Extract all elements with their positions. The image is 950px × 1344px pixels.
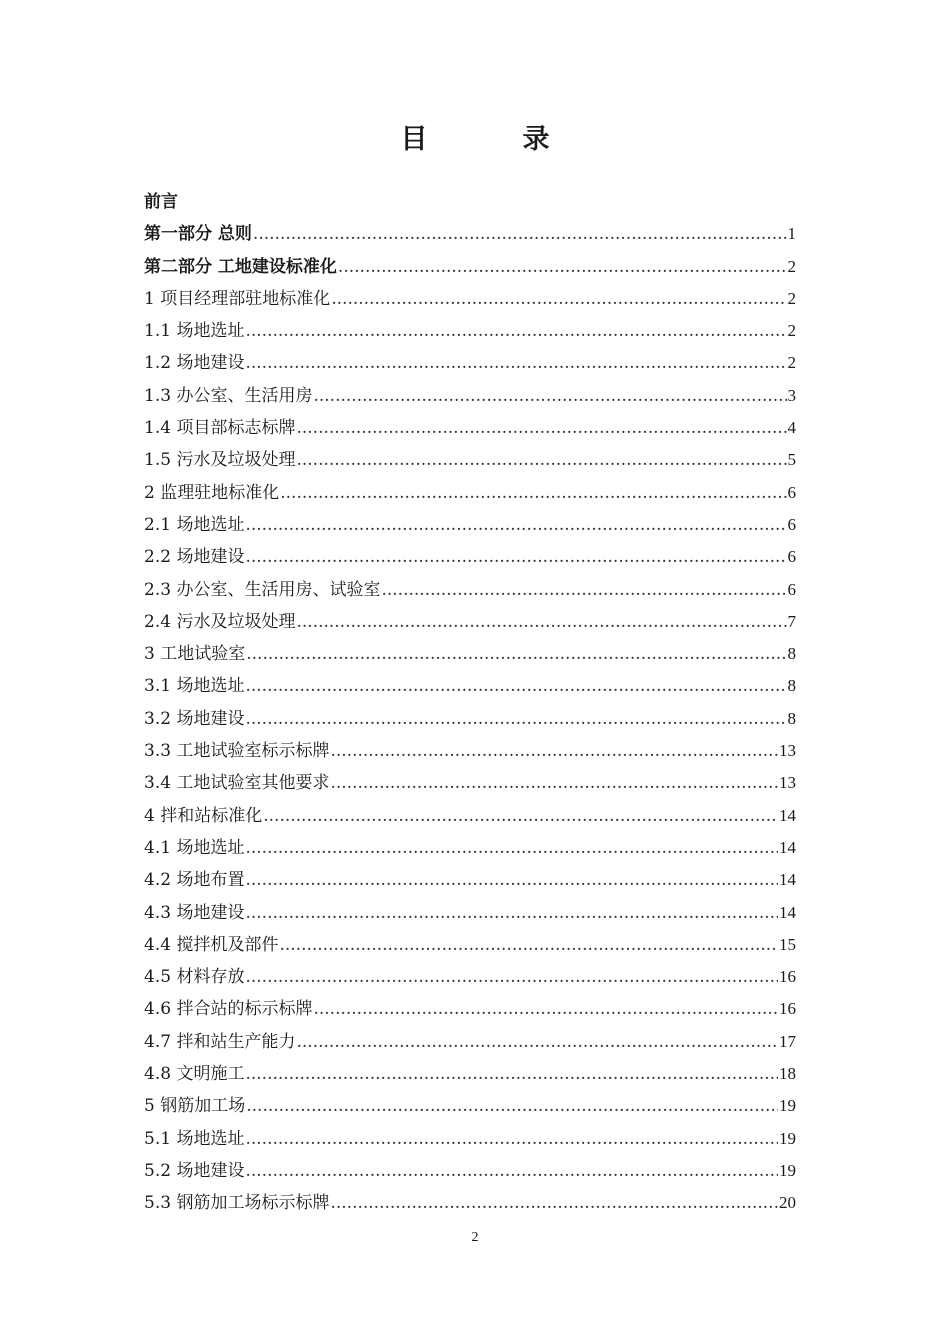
toc-entry-page: 14 (779, 837, 796, 857)
toc-entry-label: 2.1 场地选址 (144, 514, 245, 535)
toc-entry-label: 3.3 工地试验室标示标牌 (144, 741, 330, 762)
toc-entry-label: 5 钢筋加工场 (144, 1096, 246, 1117)
toc-entry (144, 1058, 796, 1090)
toc-dot-leader (296, 606, 786, 638)
toc-entry-page: 6 (787, 547, 796, 567)
toc-entry-label: 第一部分 总则 (144, 224, 252, 245)
toc-entry (144, 1155, 796, 1187)
toc-entry (144, 1090, 796, 1122)
toc-dot-leader (245, 509, 786, 541)
toc-entry (144, 574, 796, 606)
toc-entry (144, 444, 796, 476)
toc-entry (144, 606, 796, 638)
toc-entry (144, 541, 796, 573)
toc-entry-page: 19 (779, 1096, 796, 1116)
toc-entry (144, 283, 796, 315)
toc-entry (144, 412, 796, 444)
toc-dot-leader (245, 541, 786, 573)
toc-entry-label: 4.4 搅拌机及部件 (144, 934, 279, 955)
toc-dot-leader (296, 1026, 778, 1058)
table-of-contents (144, 186, 796, 1220)
toc-entry-label: 2.4 污水及垃圾处理 (144, 611, 296, 632)
toc-entry-label: 2.3 办公室、生活用房、试验室 (144, 579, 381, 600)
toc-entry-page: 2 (787, 256, 796, 276)
toc-entry-page: 13 (779, 773, 796, 793)
toc-entry (144, 670, 796, 702)
toc-dot-leader (245, 864, 778, 896)
toc-entry (144, 218, 796, 250)
toc-entry-page: 7 (787, 611, 796, 631)
toc-entry (144, 186, 796, 218)
toc-dot-leader (245, 832, 778, 864)
toc-entry (144, 800, 796, 832)
toc-dot-leader (245, 347, 786, 379)
toc-entry-label: 4.7 拌和站生产能力 (144, 1031, 296, 1052)
toc-entry-label: 4.8 文明施工 (144, 1064, 245, 1085)
toc-dot-leader (245, 961, 778, 993)
toc-entry-page: 2 (787, 288, 796, 308)
toc-entry (144, 251, 796, 283)
page-title: 目 录 (400, 124, 584, 155)
toc-entry-page: 20 (779, 1193, 796, 1213)
toc-entry-page: 4 (787, 418, 796, 438)
toc-entry-label: 前言 (144, 192, 178, 212)
toc-entry-label: 2.2 场地建设 (144, 547, 245, 568)
toc-dot-leader (331, 283, 786, 315)
toc-entry-label: 3 工地试验室 (144, 644, 246, 665)
toc-entry-page: 14 (779, 805, 796, 825)
toc-entry-page: 14 (779, 902, 796, 922)
toc-entry (144, 832, 796, 864)
toc-entry (144, 993, 796, 1025)
toc-dot-leader (313, 993, 778, 1025)
toc-entry (144, 735, 796, 767)
toc-entry-label: 3.4 工地试验室其他要求 (144, 773, 330, 794)
toc-dot-leader (330, 735, 778, 767)
toc-entry-label: 5.2 场地建设 (144, 1160, 245, 1181)
toc-entry-label: 4 拌和站标准化 (144, 805, 263, 826)
toc-entry-label: 第二部分 工地建设标准化 (144, 256, 337, 277)
toc-entry-page: 16 (779, 967, 796, 987)
toc-entry-label: 1.3 办公室、生活用房 (144, 385, 313, 406)
toc-dot-leader (246, 1090, 778, 1122)
toc-entry-page: 6 (787, 482, 796, 502)
toc-dot-leader (263, 800, 778, 832)
toc-dot-leader (253, 218, 787, 250)
toc-dot-leader (280, 477, 786, 509)
toc-entry-page: 19 (779, 1160, 796, 1180)
toc-entry (144, 638, 796, 670)
toc-entry-page: 17 (779, 1031, 796, 1051)
toc-dot-leader (245, 670, 786, 702)
toc-entry (144, 929, 796, 961)
toc-dot-leader (246, 638, 786, 670)
toc-entry-label: 4.1 场地选址 (144, 837, 245, 858)
toc-entry (144, 380, 796, 412)
toc-dot-leader (245, 1155, 778, 1187)
toc-entry-page: 19 (779, 1128, 796, 1148)
toc-dot-leader (330, 1187, 778, 1219)
toc-dot-leader (338, 251, 787, 283)
toc-entry-page: 8 (787, 676, 796, 696)
toc-entry (144, 1026, 796, 1058)
toc-entry-page: 15 (779, 934, 796, 954)
toc-dot-leader (296, 412, 786, 444)
toc-entry-page: 8 (787, 644, 796, 664)
toc-dot-leader (245, 315, 786, 347)
toc-dot-leader (245, 703, 786, 735)
toc-entry-label: 1.1 场地选址 (144, 321, 245, 342)
toc-entry-page: 5 (787, 450, 796, 470)
toc-entry-label: 5.3 钢筋加工场标示标牌 (144, 1193, 330, 1214)
toc-dot-leader (279, 929, 778, 961)
page-number: 2 (471, 1230, 479, 1245)
toc-entry-label: 2 监理驻地标准化 (144, 482, 280, 503)
toc-entry-page: 1 (787, 224, 796, 244)
toc-entry-page: 6 (787, 514, 796, 534)
toc-dot-leader (245, 1123, 778, 1155)
toc-entry-label: 1 项目经理部驻地标准化 (144, 288, 331, 309)
toc-entry-label: 5.1 场地选址 (144, 1128, 245, 1149)
toc-entry-page: 14 (779, 870, 796, 890)
toc-entry-label: 4.5 材料存放 (144, 967, 245, 988)
toc-entry (144, 864, 796, 896)
toc-entry (144, 315, 796, 347)
toc-entry-page: 2 (787, 321, 796, 341)
toc-entry (144, 961, 796, 993)
toc-entry-page: 8 (787, 708, 796, 728)
toc-entry-page: 16 (779, 999, 796, 1019)
toc-entry (144, 509, 796, 541)
toc-entry-label: 1.2 场地建设 (144, 353, 245, 374)
toc-dot-leader (330, 767, 778, 799)
toc-dot-leader (313, 380, 786, 412)
toc-entry-label: 4.6 拌合站的标示标牌 (144, 999, 313, 1020)
toc-entry (144, 897, 796, 929)
toc-entry-label: 4.2 场地布置 (144, 870, 245, 891)
toc-entry-page: 6 (787, 579, 796, 599)
toc-entry (144, 703, 796, 735)
toc-dot-leader (381, 574, 786, 606)
toc-entry-label: 4.3 场地建设 (144, 902, 245, 923)
toc-entry (144, 347, 796, 379)
toc-entry-label: 1.4 项目部标志标牌 (144, 418, 296, 439)
toc-entry-label: 3.2 场地建设 (144, 708, 245, 729)
toc-entry (144, 767, 796, 799)
toc-entry-label: 3.1 场地选址 (144, 676, 245, 697)
toc-entry (144, 477, 796, 509)
toc-entry-page: 3 (787, 385, 796, 405)
toc-entry-page: 13 (779, 741, 796, 761)
toc-entry (144, 1123, 796, 1155)
toc-entry-page: 2 (787, 353, 796, 373)
toc-entry-page: 18 (779, 1064, 796, 1084)
toc-entry (144, 1187, 796, 1219)
toc-dot-leader (245, 1058, 778, 1090)
toc-dot-leader (296, 444, 786, 476)
toc-dot-leader (245, 897, 778, 929)
toc-entry-label: 1.5 污水及垃圾处理 (144, 450, 296, 471)
